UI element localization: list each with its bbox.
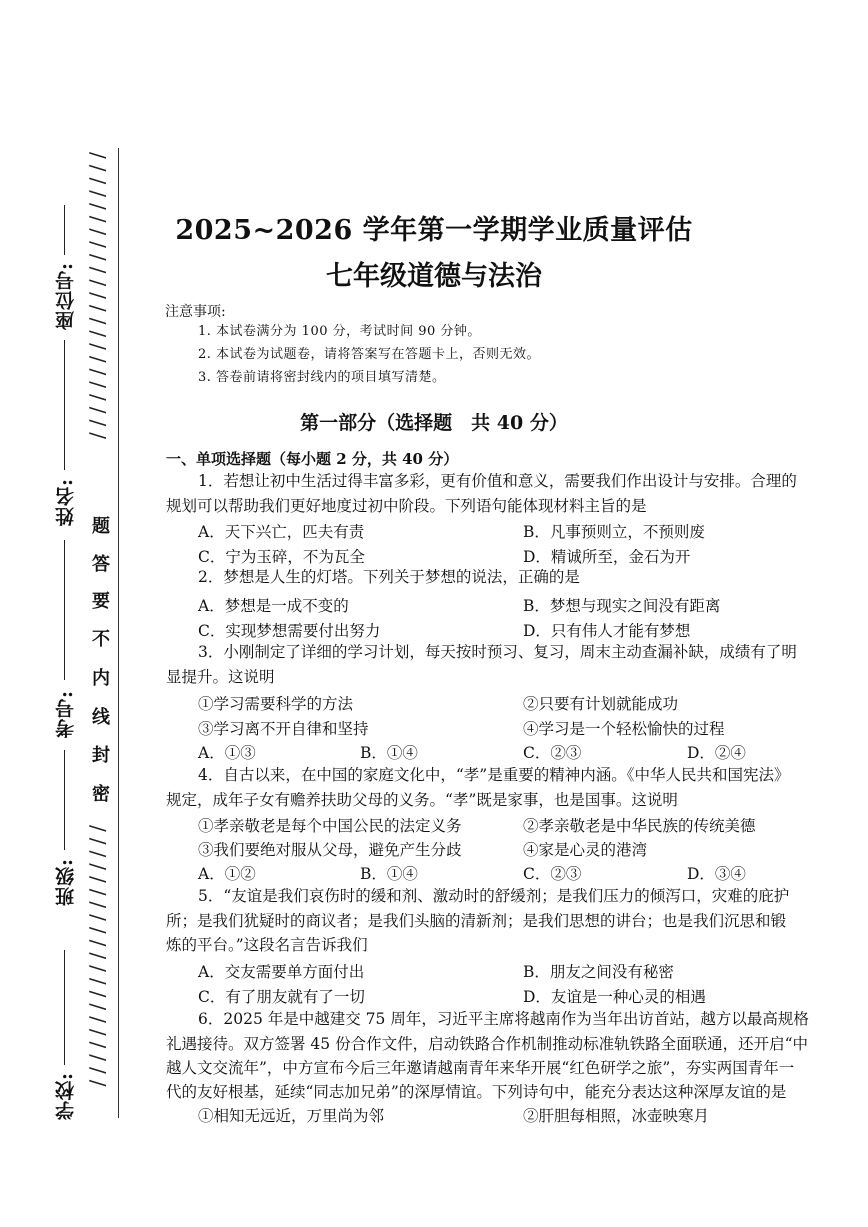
question-5-text: 5．“友谊是我们哀伤时的缓和剂、激动时的舒缓剂；是我们压力的倾泻口，灾难的庇护 bbox=[198, 887, 790, 905]
exam-title: 2025~2026 学年第一学期学业质量评估 bbox=[175, 215, 693, 246]
question-5-option-c: C．有了朋友就有了一切 bbox=[198, 988, 365, 1006]
question-2-text: 2．梦想是人生的灯塔。下列关于梦想的说法，正确的是 bbox=[198, 568, 580, 586]
question-1-option-d: D．精诚所至，金石为开 bbox=[523, 548, 691, 566]
question-2-option-c: C．实现梦想需要付出努力 bbox=[198, 622, 381, 640]
school-blank-line bbox=[64, 950, 65, 1065]
seal-char: 线 bbox=[92, 707, 110, 728]
question-4-text: 规定，成年子女有赡养扶助父母的义务。“孝”既是家事，也是国事。这说明 bbox=[166, 791, 678, 809]
question-5-option-b: B．朋友之间没有秘密 bbox=[523, 963, 674, 981]
seal-border-line bbox=[118, 148, 119, 1118]
question-3-statement-1: ①学习需要科学的方法 bbox=[198, 695, 354, 713]
question-2-option-d: D．只有伟人才能有梦想 bbox=[523, 622, 691, 640]
question-1-option-c: C．宁为玉碎，不为瓦全 bbox=[198, 548, 365, 566]
question-3-text: 显提升。这说明 bbox=[166, 668, 275, 686]
question-4-option-c: C．②③ bbox=[523, 865, 582, 883]
seal-char: 要 bbox=[92, 591, 110, 612]
seal-char: 内 bbox=[92, 668, 110, 689]
seal-slashes-bottom: ///////////////////// bbox=[86, 825, 110, 1093]
seal-char: 不 bbox=[92, 629, 110, 650]
question-3-statement-3: ③学习离不开自律和坚持 bbox=[198, 720, 369, 738]
question-2-option-a: A．梦想是一成不变的 bbox=[198, 597, 349, 615]
question-4-option-b: B．①④ bbox=[360, 865, 418, 883]
question-5-text: 炼的平台。”这段名言告诉我们 bbox=[166, 936, 368, 954]
question-4-statement-4: ④家是心灵的港湾 bbox=[523, 841, 648, 859]
class-blank-line bbox=[64, 750, 65, 850]
question-6-text: 越人文交流年”，中方宣布今后三年邀请越南青年来华开展“红色研学之旅”，夯实两国青年一 bbox=[166, 1059, 795, 1077]
exam-subject: 七年级道德与法治 bbox=[326, 261, 542, 292]
section-heading: 一、单项选择题（每小题 2 分，共 40 分） bbox=[166, 450, 459, 468]
note-item: 1. 本试卷满分为 100 分，考试时间 90 分钟。 bbox=[198, 324, 481, 339]
question-1-text: 1．若想让初中生活过得丰富多彩，更有价值和意义，需要我们作出设计与安排。合理的 bbox=[198, 472, 797, 490]
question-3-text: 3．小刚制定了详细的学习计划，每天按时预习、复习，周末主动查漏补缺，成绩有了明 bbox=[198, 643, 797, 661]
question-6-statement-2: ②肝胆每相照，冰壶映寒月 bbox=[523, 1107, 710, 1125]
name-label: 姓名: bbox=[55, 478, 77, 527]
question-2-option-b: B．梦想与现实之间没有距离 bbox=[523, 597, 721, 615]
question-5-text: 所；是我们犹疑时的商议者；是我们头脑的清新剂；是我们思想的讲台；也是我们沉思和锻 bbox=[166, 912, 787, 930]
question-3-option-a: A．①③ bbox=[198, 744, 256, 762]
question-3-option-d: D．②④ bbox=[687, 744, 746, 762]
school-label: 学校: bbox=[55, 1072, 77, 1121]
question-3-option-c: C．②③ bbox=[523, 744, 582, 762]
question-6-text: 代的友好根基，延续“同志加兄弟”的深厚情谊。下列诗句中，能充分表达这种深厚友谊的是 bbox=[166, 1083, 787, 1101]
question-4-option-a: A．①② bbox=[198, 865, 256, 883]
exam-number-label: 考号: bbox=[55, 690, 77, 739]
part-heading: 第一部分（选择题 共 40 分） bbox=[300, 412, 568, 434]
class-label: 班级: bbox=[55, 858, 77, 907]
seal-char: 答 bbox=[92, 554, 110, 575]
question-4-statement-1: ①孝亲敬老是每个中国公民的法定义务 bbox=[198, 817, 462, 835]
question-5-option-a: A．交友需要单方面付出 bbox=[198, 963, 365, 981]
question-3-statement-4: ④学习是一个轻松愉快的过程 bbox=[523, 720, 725, 738]
exam-number-blank-line bbox=[64, 540, 65, 680]
question-4-statement-3: ③我们要绝对服从父母，避免产生分歧 bbox=[198, 841, 462, 859]
seat-number-label: 座位号: bbox=[55, 262, 77, 331]
question-3-statement-2: ②只要有计划就能成功 bbox=[523, 695, 679, 713]
question-6-statement-1: ①相知无远近，万里尚为邻 bbox=[198, 1107, 385, 1125]
question-4-statement-2: ②孝亲敬老是中华民族的传统美德 bbox=[523, 817, 756, 835]
question-1-option-a: A．天下兴亡，匹夫有责 bbox=[198, 523, 365, 541]
seal-slashes-top: /////////////////////// bbox=[86, 152, 110, 445]
note-item: 2. 本试卷为试题卷，请将答案写在答题卡上，否则无效。 bbox=[198, 347, 541, 362]
notes-heading: 注意事项: bbox=[165, 304, 226, 320]
question-1-option-b: B．凡事预则立，不预则废 bbox=[523, 523, 705, 541]
binding-margin bbox=[0, 0, 130, 1227]
question-4-text: 4．自古以来，在中国的家庭文化中，“孝”是重要的精神内涵。《中华人民共和国宪法》 bbox=[198, 766, 790, 784]
question-6-text: 6．2025 年是中越建交 75 周年，习近平主席将越南作为当年出访首站，越方以最高规格 bbox=[198, 1010, 809, 1028]
question-5-option-d: D．友谊是一种心灵的相遇 bbox=[523, 988, 706, 1006]
note-item: 3. 答卷前请将密封线内的项目填写清楚。 bbox=[198, 370, 446, 385]
seal-char: 密 bbox=[92, 784, 110, 805]
question-6-text: 礼遇接待。双方签署 45 份合作文件，启动铁路合作机制推动标准轨铁路全面联通，还开启“中 bbox=[166, 1035, 809, 1053]
question-1-text: 规划可以帮助我们更好地度过初中阶段。下列语句能体现材料主旨的是 bbox=[166, 497, 647, 515]
question-4-option-d: D．③④ bbox=[687, 865, 746, 883]
question-3-option-b: B．①④ bbox=[360, 744, 418, 762]
seal-char: 封 bbox=[92, 745, 110, 766]
seal-char: 题 bbox=[92, 516, 110, 537]
name-blank-line bbox=[64, 340, 65, 470]
